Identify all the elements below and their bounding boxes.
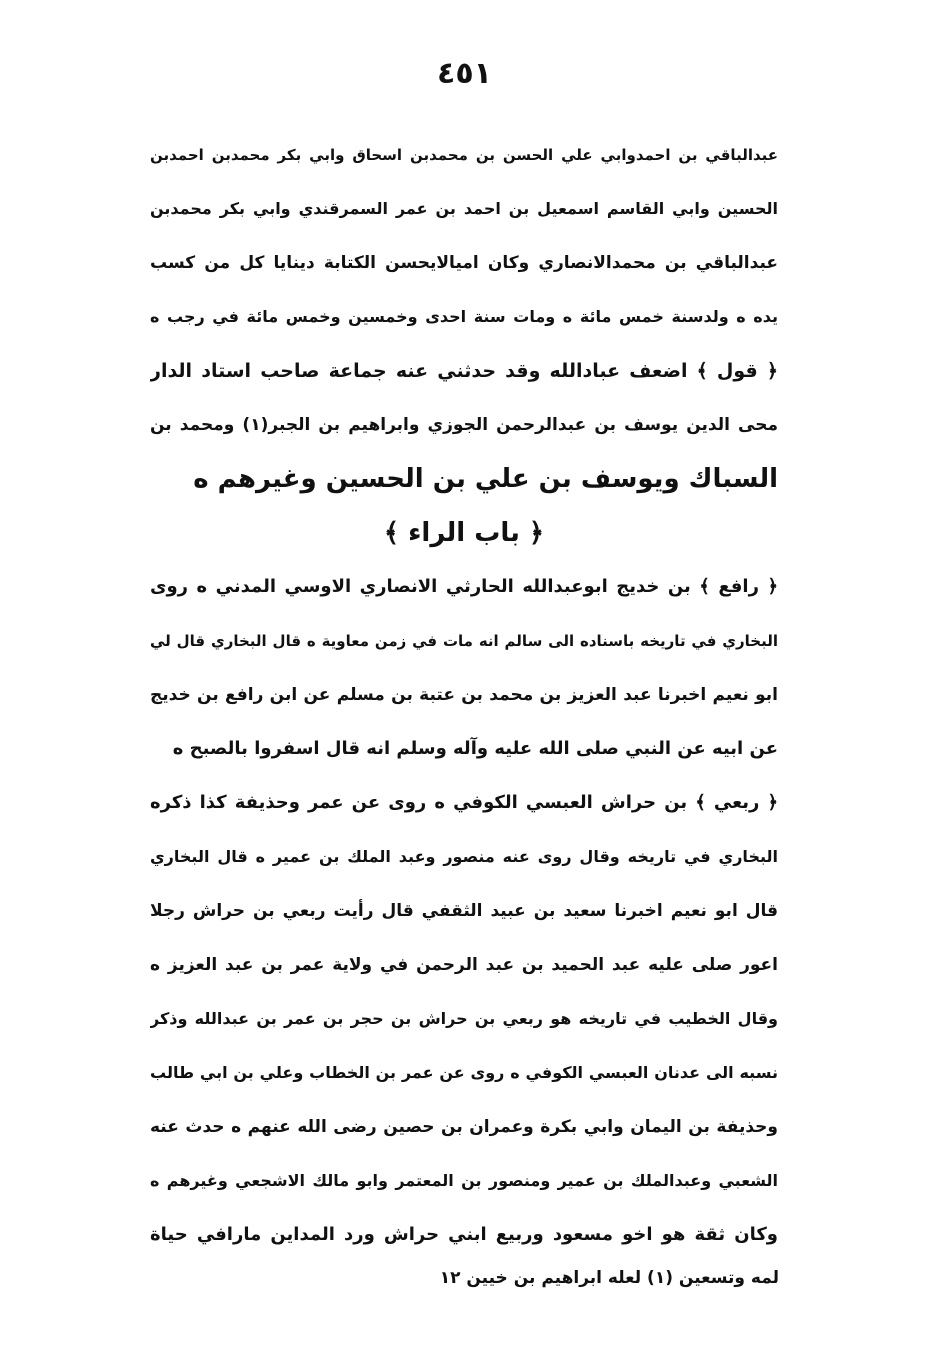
page-number: ٤٥١ <box>437 56 492 91</box>
text-line: عبدالباقي بن احمدوابي علي الحسن بن محمدبن اسحاق وابي بكر محمدبن احمدبن <box>150 146 778 164</box>
text-line: عبدالباقي بن محمدالانصاري وكان اميالايحسن الكتابة دينايا كل من كسب <box>150 253 778 273</box>
text-line: اعور صلى عليه عبد الحميد بن عبد الرحمن في ولاية عمر بن عبد العزيز ه <box>150 955 778 975</box>
text-line: قال ابو نعيم اخبرنا سعيد بن عبيد الثقفي قال رأيت ربعي بن حراش رجلا <box>150 901 778 921</box>
text-line: ابو نعيم اخبرنا عبد العزيز بن محمد بن عتبة بن مسلم عن ابن رافع بن خديج <box>150 685 778 705</box>
text-line: وحذيفة بن اليمان وابي بكرة وعمران بن حصين رضى الله عنهم ه حدث عنه <box>150 1117 778 1137</box>
section-heading: ﴿ باب الراء ﴾ <box>383 518 545 548</box>
text-line: البخاري في تاريخه وقال روى عنه منصور وعبد الملك بن عمير ه قال البخاري <box>150 847 778 866</box>
text-line: وكان ثقة هو اخو مسعود وربيع ابني حراش ورد المداين مارافي حياة <box>150 1224 778 1245</box>
body-text <box>150 128 778 1262</box>
text-line: ﴿ رافع ﴾ بن خديج ابوعبدالله الحارثي الانصاري الاوسي المدني ه روى <box>150 576 778 597</box>
text-line: يده ه ولدسنة خمس مائة ه ومات سنة احدى وخمسين وخمس مائة في رجب ه <box>150 307 778 326</box>
text-line: وقال الخطيب في تاريخه هو ربعي بن حراش بن حجر بن عمر بن عبدالله وذكر <box>150 1009 778 1028</box>
text-line: عن ابيه عن النبي صلى الله عليه وآله وسلم انه قال اسفروا بالصبح ه <box>172 738 778 759</box>
text-line: محى الدين يوسف بن عبدالرحمن الجوزي وابراهيم بن الجبر(١) ومحمد بن <box>150 415 778 435</box>
text-line: ﴿ قول ﴾ اضعف عبادالله وقد حدثني عنه جماعة صاحب استاد الدار <box>150 360 778 382</box>
text-line: الحسين وابي القاسم اسمعيل بن احمد بن عمر السمرقندي وابي بكر محمدبن <box>150 199 778 218</box>
text-line: البخاري في تاريخه باسناده الى سالم انه مات في زمن معاوية ه قال البخاري قال لي <box>150 632 778 650</box>
text-line: نسبه الى عدنان العبسي الكوفي ه روى عن عمر بن الخطاب وعلي بن ابي طالب <box>150 1063 778 1082</box>
text-line: الشعبي وعبدالملك بن عمير ومنصور بن المعتمر وابو مالك الاشجعي وغيرهم ه <box>150 1171 778 1190</box>
text-line: ﴿ ربعي ﴾ بن حراش العبسي الكوفي ه روى عن عمر وحذيفة كذا ذكره <box>150 792 778 813</box>
footnote: لمه وتسعين (١) لعله ابراهيم بن خيين ١٢ <box>439 1268 779 1288</box>
text-line: السباك ويوسف بن علي بن الحسين وغيرهم ه <box>193 464 778 494</box>
